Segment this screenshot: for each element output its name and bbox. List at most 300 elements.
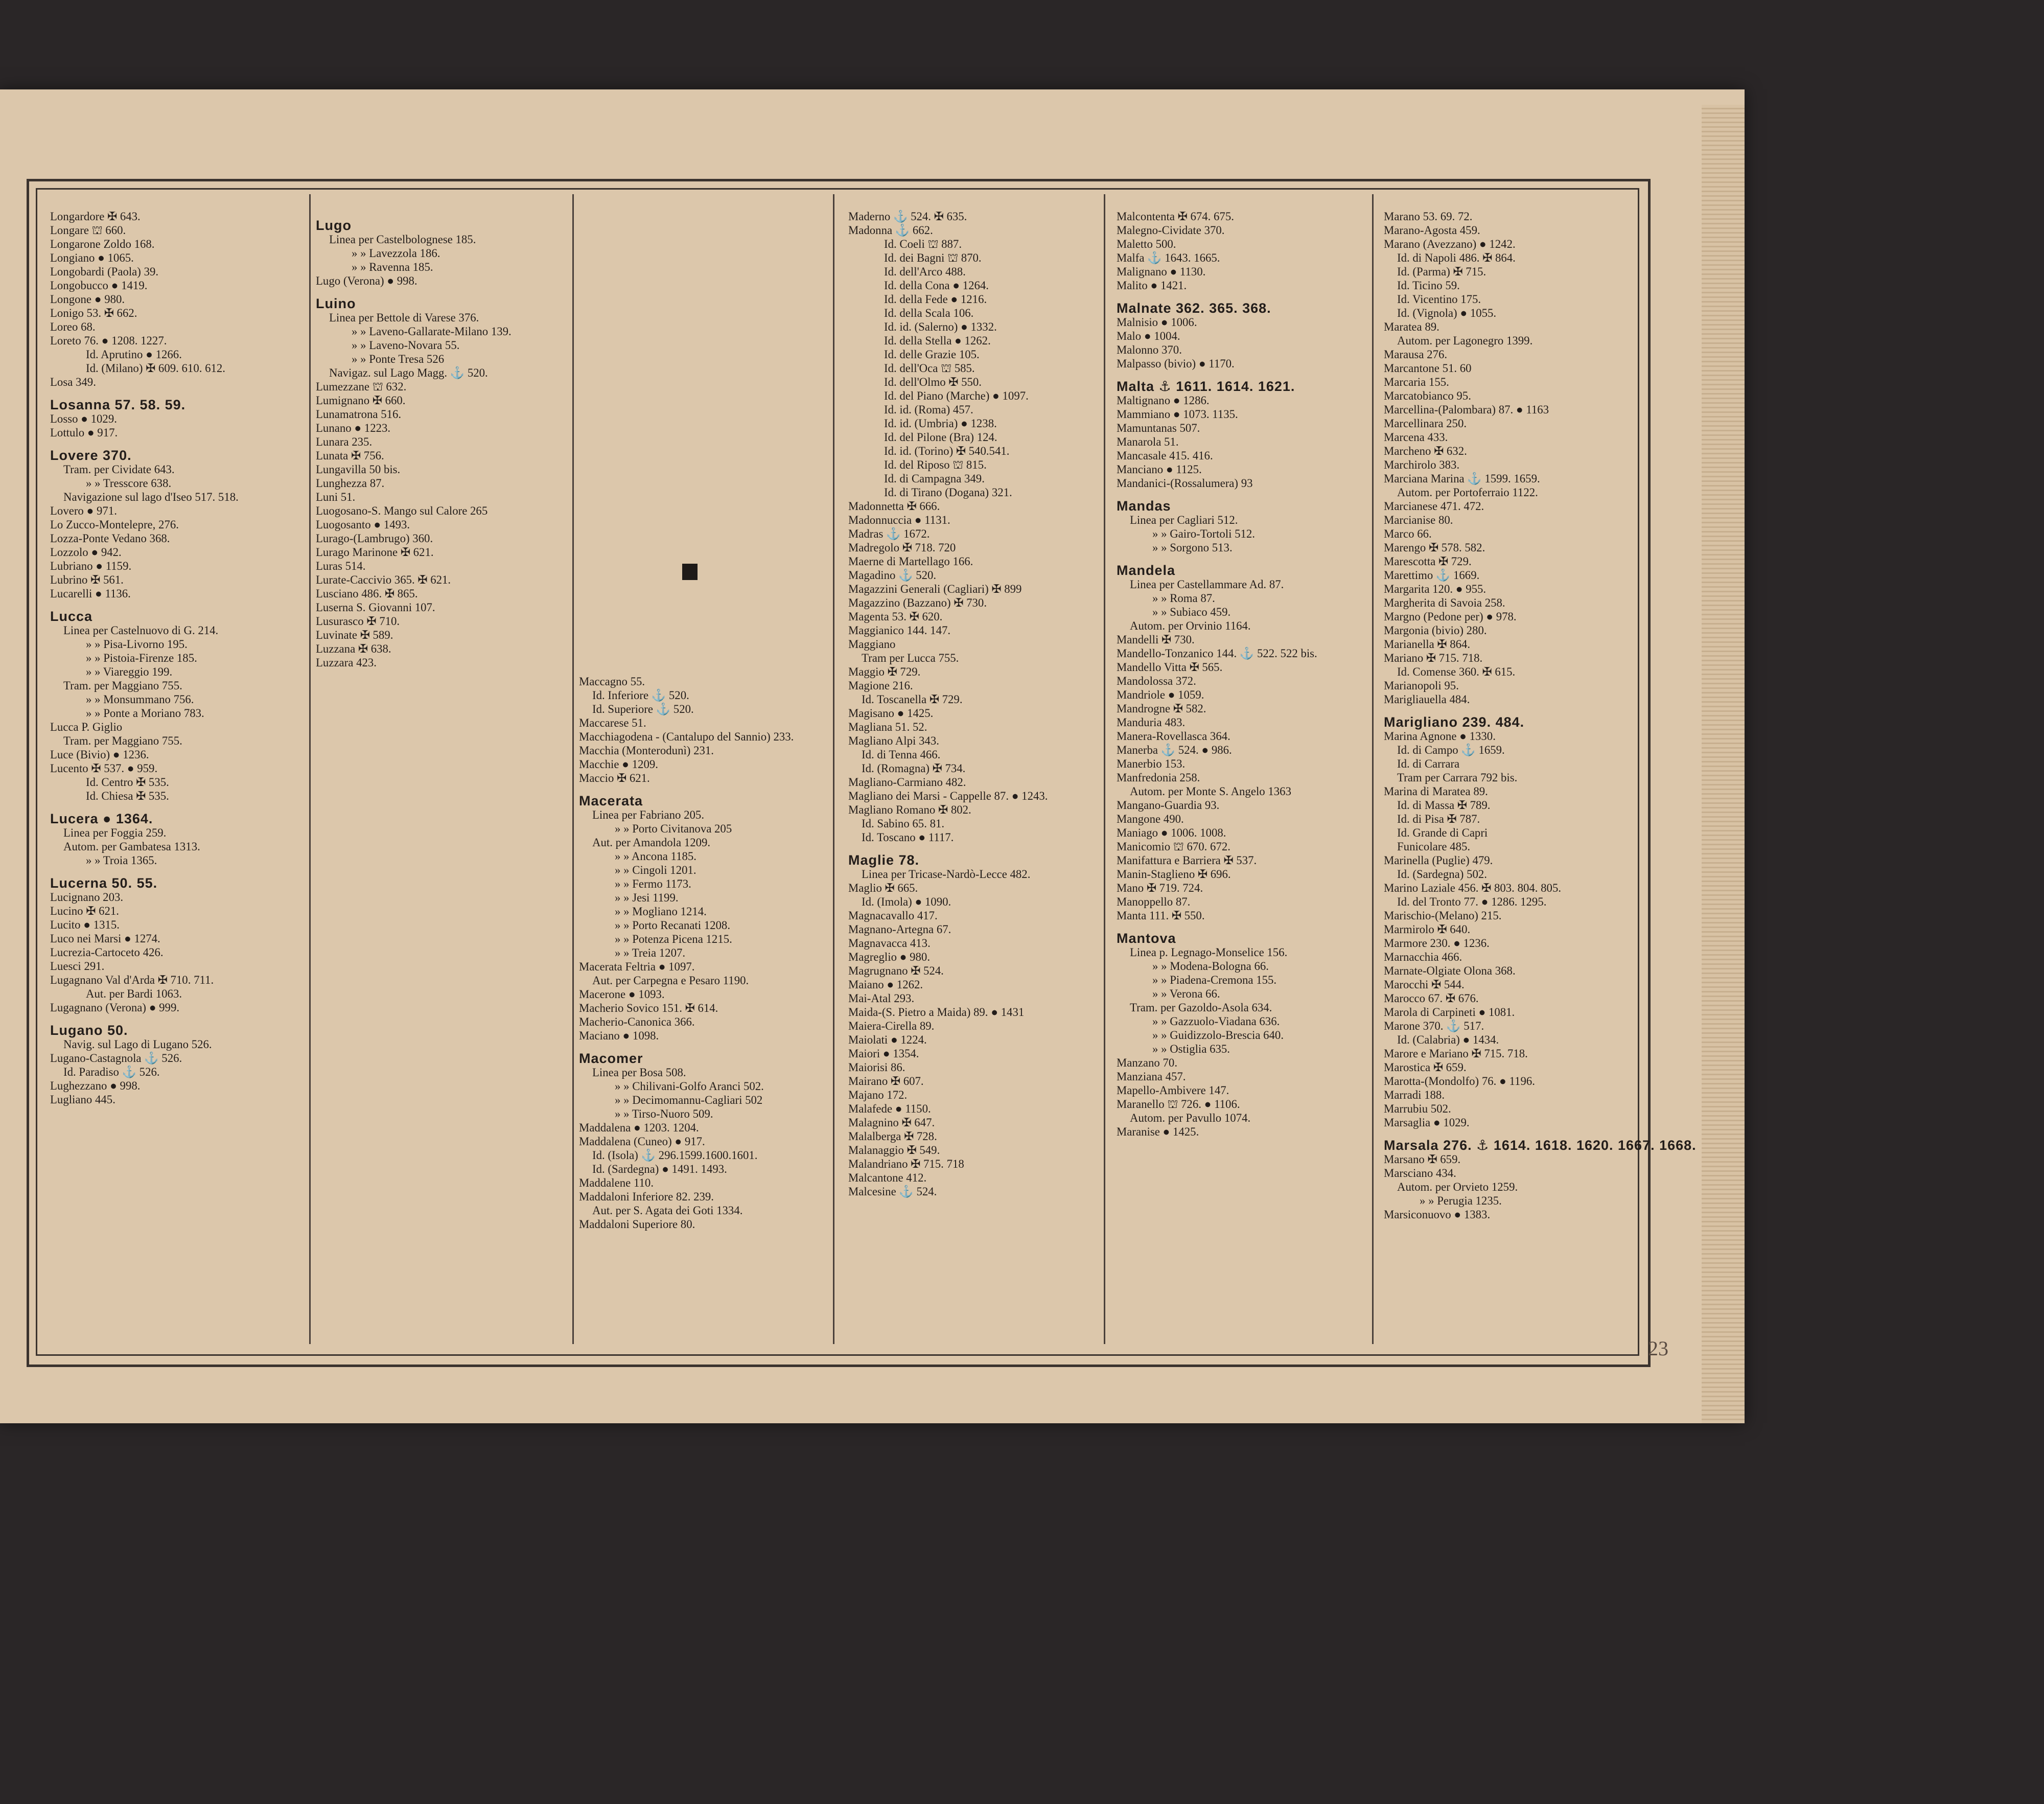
index-entry: Linea p. Legnago-Monselice 156.	[1130, 946, 1288, 959]
index-entry: Id. dei Bagni ⛫ 870.	[884, 251, 982, 264]
index-heading: Maglie 78.	[848, 852, 920, 868]
index-entry: » » Modena-Bologna 66.	[1152, 960, 1269, 973]
index-entry: Id. Coeli ⛫ 887.	[884, 238, 962, 250]
index-entry: Lunamatrona 516.	[316, 408, 402, 421]
index-entry: Losso ● 1029.	[50, 412, 117, 425]
index-entry: Manoppello 87.	[1117, 895, 1191, 908]
index-heading: Macomer	[579, 1051, 643, 1066]
index-entry: Mandelli ✠ 730.	[1117, 633, 1195, 646]
index-entry: Madregolo ✠ 718. 720	[848, 541, 956, 554]
index-entry: Magnano-Artegna 67.	[848, 923, 951, 936]
index-entry: Mariano ✠ 715. 718.	[1384, 652, 1483, 664]
index-entry: Manera-Rovellasca 364.	[1117, 730, 1230, 743]
index-entry: Maletto 500.	[1117, 238, 1176, 250]
index-entry: Tram per Lucca 755.	[862, 652, 959, 664]
index-entry: Aut. per S. Agata dei Goti 1334.	[592, 1204, 743, 1217]
index-entry: Luesci 291.	[50, 960, 105, 973]
index-entry: Tram. per Maggiano 755.	[63, 679, 182, 692]
index-entry: Magadino ⚓ 520.	[848, 569, 937, 582]
column-rule	[1372, 194, 1374, 1344]
index-entry: Id. delle Grazie 105.	[884, 348, 980, 361]
index-entry: Marsaglia ● 1029.	[1384, 1116, 1470, 1129]
index-heading: Malnate 362. 365. 368.	[1117, 300, 1271, 316]
index-entry: Lo Zucco-Montelepre, 276.	[50, 518, 179, 531]
index-entry: » » Roma 87.	[1152, 592, 1215, 605]
index-heading: Marigliano 239. 484.	[1384, 714, 1525, 730]
index-entry: Id. del Tronto 77. ● 1286. 1295.	[1397, 895, 1547, 908]
index-entry: Id. dell'Arco 488.	[884, 265, 966, 278]
index-entry: Marmirolo ✠ 640.	[1384, 923, 1471, 936]
index-entry: Lozzolo ● 942.	[50, 546, 122, 559]
index-entry: Linea per Castelnuovo di G. 214.	[63, 624, 219, 637]
index-entry: Marigliauella 484.	[1384, 693, 1470, 706]
index-entry: Lungavilla 50 bis.	[316, 463, 401, 476]
index-entry: Malfa ⚓ 1643. 1665.	[1117, 251, 1220, 264]
index-entry: Mandanici-(Rossalumera) 93	[1117, 477, 1253, 490]
index-entry: Maiorisi 86.	[848, 1061, 905, 1074]
index-heading: Lucca	[50, 609, 93, 624]
index-entry: Lubrino ✠ 561.	[50, 573, 124, 586]
page-edges	[1702, 105, 1745, 1423]
index-entry: Marescotta ✠ 729.	[1384, 555, 1472, 568]
index-entry: Loreto 76. ● 1208. 1227.	[50, 334, 167, 347]
index-entry: Mandello Vitta ✠ 565.	[1117, 661, 1223, 674]
index-entry: Marsano ✠ 659.	[1384, 1153, 1461, 1166]
index-entry: Marostica ✠ 659.	[1384, 1061, 1467, 1074]
index-entry: Marocco 67. ✠ 676.	[1384, 992, 1479, 1005]
index-entry: Linea per Bettole di Varese 376.	[329, 311, 479, 324]
index-entry: Maddaloni Inferiore 82. 239.	[579, 1190, 714, 1203]
index-entry: Lucino ✠ 621.	[50, 905, 119, 917]
index-entry: Lucca P. Giglio	[50, 721, 123, 733]
index-entry: Marettimo ⚓ 1669.	[1384, 569, 1480, 582]
index-entry: Magliano-Carmiano 482.	[848, 776, 966, 789]
index-entry: Id. (Imola) ● 1090.	[862, 895, 951, 908]
index-entry: Id. (Parma) ✠ 715.	[1397, 265, 1486, 278]
index-entry: Marmore 230. ● 1236.	[1384, 937, 1490, 950]
index-entry: Madras ⚓ 1672.	[848, 527, 930, 540]
index-heading: Malta ⚓ 1611. 1614. 1621.	[1117, 379, 1295, 394]
index-entry: Magisano ● 1425.	[848, 707, 934, 720]
index-entry: Marocchi ✠ 544.	[1384, 978, 1465, 991]
index-entry: » » Potenza Picena 1215.	[615, 933, 732, 945]
index-entry: Id. di Campagna 349.	[884, 472, 985, 485]
index-entry: Marcena 433.	[1384, 431, 1448, 444]
index-entry: » » Treia 1207.	[615, 946, 686, 959]
index-entry: Marischio-(Melano) 215.	[1384, 909, 1502, 922]
index-entry: Magliana 51. 52.	[848, 721, 927, 733]
index-entry: Maerne di Martellago 166.	[848, 555, 973, 568]
index-entry: Marciana Marina ⚓ 1599. 1659.	[1384, 472, 1540, 485]
index-entry: Id. della Cona ● 1264.	[884, 279, 989, 292]
index-heading: Mantova	[1117, 931, 1176, 946]
index-entry: Autom. per Pavullo 1074.	[1130, 1112, 1251, 1124]
index-entry: Lugo (Verona) ● 998.	[316, 274, 417, 287]
index-entry: » » Tirso-Nuoro 509.	[615, 1107, 713, 1120]
index-entry: Malonno 370.	[1117, 343, 1182, 356]
index-column-6	[1384, 210, 1697, 1339]
index-entry: Lurago-(Lambrugo) 360.	[316, 532, 433, 545]
index-entry: Id. (Sardegna) 502.	[1397, 868, 1487, 881]
index-entry: Manzano 70.	[1117, 1056, 1178, 1069]
index-entry: Mapello-Ambivere 147.	[1117, 1084, 1229, 1097]
index-entry: Mandriole ● 1059.	[1117, 688, 1204, 701]
index-heading: Marsala 276. ⚓ 1614. 1618. 1620. 1667. 1668.	[1384, 1138, 1697, 1153]
index-entry: Id. della Stella ● 1262.	[884, 334, 991, 347]
index-entry: Mairano ✠ 607.	[848, 1075, 924, 1088]
index-entry: Macchiagodena - (Cantalupo del Sannio) 233.	[579, 730, 794, 743]
index-entry: Linea per Foggia 259.	[63, 826, 167, 839]
index-entry: Id. Toscano ● 1117.	[862, 831, 954, 844]
index-entry: Marsciano 434.	[1384, 1167, 1456, 1179]
index-entry: Luvinate ✠ 589.	[316, 629, 393, 641]
index-entry: Autom. per Gambatesa 1313.	[63, 840, 200, 853]
index-entry: Marcianese 471. 472.	[1384, 500, 1484, 513]
index-entry: Navigaz. sul Lago Magg. ⚓ 520.	[329, 366, 488, 379]
index-entry: Lucrezia-Cartoceto 426.	[50, 946, 164, 959]
index-entry: Id. (Calabria) ● 1434.	[1397, 1033, 1499, 1046]
index-entry: Maggianico 144. 147.	[848, 624, 951, 637]
index-entry: Loreo 68.	[50, 320, 96, 333]
index-entry: Marchirolo 383.	[1384, 458, 1460, 471]
index-entry: Longobardi (Paola) 39.	[50, 265, 159, 278]
index-entry: Maiera-Cirella 89.	[848, 1020, 935, 1032]
index-entry: Marengo ✠ 578. 582.	[1384, 541, 1485, 554]
index-entry: » » Guidizzolo-Brescia 640.	[1152, 1029, 1284, 1042]
index-entry: Id. Aprutino ● 1266.	[86, 348, 182, 361]
index-entry: Malagnino ✠ 647.	[848, 1116, 935, 1129]
index-entry: Id. Inferiore ⚓ 520.	[592, 689, 689, 702]
index-entry: » » Ponte Tresa 526	[352, 353, 445, 365]
index-entry: Magliano dei Marsi - Cappelle 87. ● 1243.	[848, 790, 1048, 802]
index-entry: Marotta-(Mondolfo) 76. ● 1196.	[1384, 1075, 1535, 1088]
index-entry: Lusciano 486. ✠ 865.	[316, 587, 418, 600]
index-entry: Mancasale 415. 416.	[1117, 449, 1213, 462]
index-entry: Funicolare 485.	[1397, 840, 1471, 853]
index-entry: Malito ● 1421.	[1117, 279, 1187, 292]
index-entry: » » Porto Civitanova 205	[615, 822, 732, 835]
index-entry: Id. Superiore ⚓ 520.	[592, 703, 694, 715]
index-entry: Autom. per Orvieto 1259.	[1397, 1181, 1518, 1193]
index-entry: Maggiano	[848, 638, 896, 651]
index-entry: » » Monsummano 756.	[86, 693, 194, 706]
index-entry: Autom. per Orvinio 1164.	[1130, 619, 1251, 632]
index-entry: Macchia (Monterodunì) 231.	[579, 744, 714, 757]
index-entry: Malandriano ✠ 715. 718	[848, 1158, 964, 1170]
index-entry: Marnacchia 466.	[1384, 951, 1462, 963]
index-entry: Longardore ✠ 643.	[50, 210, 141, 223]
index-entry: Marsiconuovo ● 1383.	[1384, 1208, 1491, 1221]
index-entry: Id. di Carrara	[1397, 757, 1460, 770]
index-entry: Malcesine ⚓ 524.	[848, 1185, 937, 1198]
index-entry: Lunara 235.	[316, 435, 373, 448]
index-entry: Id. dell'Olmo ✠ 550.	[884, 376, 982, 388]
index-entry: Luras 514.	[316, 560, 366, 572]
index-entry: Luogosanto ● 1493.	[316, 518, 410, 531]
index-entry: Magione 216.	[848, 679, 913, 692]
index-entry: Id. Chiesa ✠ 535.	[86, 790, 169, 802]
index-entry: Magliano Alpi 343.	[848, 734, 939, 747]
index-entry: Id. (Isola) ⚓ 296.1599.1600.1601.	[592, 1149, 758, 1162]
index-entry: Maccagno 55.	[579, 675, 645, 688]
index-entry: Marina di Maratea 89.	[1384, 785, 1488, 798]
index-entry: Tram per Carrara 792 bis.	[1397, 771, 1518, 784]
index-entry: » » Viareggio 199.	[86, 665, 173, 678]
index-entry: Marcaria 155.	[1384, 376, 1449, 388]
index-entry: Magreglio ● 980.	[848, 951, 931, 963]
index-entry: Lunata ✠ 756.	[316, 449, 384, 462]
index-entry: » » Laveno-Gallarate-Milano 139.	[352, 325, 512, 338]
index-entry: Lunghezza 87.	[316, 477, 385, 490]
index-entry: Madonnetta ✠ 666.	[848, 500, 940, 513]
index-entry: Id. della Fede ● 1216.	[884, 293, 987, 306]
index-entry: Id. Ticino 59.	[1397, 279, 1460, 292]
index-entry: Id. id. (Torino) ✠ 540.541.	[884, 445, 1010, 457]
index-entry: Malalberga ✠ 728.	[848, 1130, 937, 1143]
index-entry: » » Cingoli 1201.	[615, 864, 696, 876]
index-entry: Lugagnano Val d'Arda ✠ 710. 711.	[50, 974, 214, 986]
index-entry: Marino Laziale 456. ✠ 803. 804. 805.	[1384, 882, 1562, 894]
index-entry: Maida-(S. Pietro a Maida) 89. ● 1431	[848, 1006, 1025, 1019]
index-entry: Malpasso (bivio) ● 1170.	[1117, 357, 1235, 370]
index-entry: Longobucco ● 1419.	[50, 279, 148, 292]
index-entry: Malcontenta ✠ 674. 675.	[1117, 210, 1234, 223]
index-entry: Maranise ● 1425.	[1117, 1125, 1199, 1138]
index-entry: » » Ravenna 185.	[352, 261, 433, 273]
index-entry: Marradi 188.	[1384, 1089, 1445, 1101]
index-entry: Autom. per Portoferraio 1122.	[1397, 486, 1538, 499]
index-entry: Linea per Fabriano 205.	[592, 808, 705, 821]
index-entry: Magazzini Generali (Cagliari) ✠ 899	[848, 583, 1022, 595]
index-entry: Luni 51.	[316, 491, 356, 503]
index-column-2	[316, 210, 569, 1339]
index-entry: Manerbio 153.	[1117, 757, 1186, 770]
index-entry: Id. del Riposo ⛫ 815.	[884, 458, 987, 471]
index-entry: Losa 349.	[50, 376, 96, 388]
index-entry: Manfredonia 258.	[1117, 771, 1200, 784]
index-entry: » » Tresscore 638.	[86, 477, 172, 490]
index-entry: Manin-Staglieno ✠ 696.	[1117, 868, 1231, 881]
index-entry: Margarita 120. ● 955.	[1384, 583, 1486, 595]
index-heading: Lugo	[316, 218, 352, 233]
index-entry: Maddalena (Cuneo) ● 917.	[579, 1135, 705, 1148]
index-entry: Luzzara 423.	[316, 656, 377, 669]
index-entry: Marrubiu 502.	[1384, 1102, 1451, 1115]
index-entry: Maglio ✠ 665.	[848, 882, 918, 894]
index-entry: Id. Sabino 65. 81.	[862, 817, 945, 830]
column-rule	[572, 194, 574, 1344]
index-entry: Maddalene 110.	[579, 1176, 654, 1189]
index-entry: Autom. per Monte S. Angelo 1363	[1130, 785, 1291, 798]
index-entry: Luserna S. Giovanni 107.	[316, 601, 435, 614]
index-entry: Manduria 483.	[1117, 716, 1186, 729]
index-entry: Manarola 51.	[1117, 435, 1179, 448]
index-entry: Lucito ● 1315.	[50, 918, 120, 931]
index-entry: Majano 172.	[848, 1089, 908, 1101]
index-entry: Id. di Pisa ✠ 787.	[1397, 813, 1480, 825]
index-entry: Malcantone 412.	[848, 1171, 927, 1184]
index-entry: Lurate-Caccivio 365. ✠ 621.	[316, 573, 451, 586]
index-entry: Marianopoli 95.	[1384, 679, 1459, 692]
index-entry: Luogosano-S. Mango sul Calore 265	[316, 504, 488, 517]
index-entry: Longiano ● 1065.	[50, 251, 134, 264]
index-entry: Mandello-Tonzanico 144. ⚓ 522. 522 bis.	[1117, 647, 1317, 660]
index-entry: Id. Paradiso ⚓ 526.	[63, 1066, 160, 1078]
index-entry: Lusurasco ✠ 710.	[316, 615, 400, 628]
index-entry: Lubriano ● 1159.	[50, 560, 132, 572]
index-entry: Id. Centro ✠ 535.	[86, 776, 169, 789]
index-entry: Id. Comense 360. ✠ 615.	[1397, 665, 1516, 678]
index-entry: Longarone Zoldo 168.	[50, 238, 155, 250]
index-column-1	[50, 210, 303, 1339]
index-entry: Marcheno ✠ 632.	[1384, 445, 1467, 457]
index-entry: Maddaloni Superiore 80.	[579, 1218, 695, 1231]
index-entry: Manciano ● 1125.	[1117, 463, 1202, 476]
index-entry: Mangone 490.	[1117, 813, 1184, 825]
index-entry: » » Piadena-Cremona 155.	[1152, 974, 1277, 986]
index-entry: Id. di Tenna 466.	[862, 748, 941, 761]
index-entry: » » Lavezzola 186.	[352, 247, 440, 260]
index-entry: Id. di Tirano (Dogana) 321.	[884, 486, 1012, 499]
index-entry: Magnacavallo 417.	[848, 909, 938, 922]
index-entry: Id. Toscanella ✠ 729.	[862, 693, 963, 706]
index-entry: Madonna ⚓ 662.	[848, 224, 933, 237]
index-entry: » » Ponte a Moriano 783.	[86, 707, 204, 720]
index-entry: Maciano ● 1098.	[579, 1029, 659, 1042]
index-entry: Maggio ✠ 729.	[848, 665, 921, 678]
index-column-4	[848, 210, 1101, 1339]
index-entry: Id. del Pilone (Bra) 124.	[884, 431, 997, 444]
index-entry: » » Mogliano 1214.	[615, 905, 707, 918]
index-entry: Id. (Milano) ✠ 609. 610. 612.	[86, 362, 226, 375]
index-entry: Marcantone 51. 60	[1384, 362, 1472, 375]
index-entry: Marano-Agosta 459.	[1384, 224, 1480, 237]
index-entry: Lughezzano ● 998.	[50, 1079, 141, 1092]
index-entry: Id. dell'Oca ⛫ 585.	[884, 362, 975, 375]
index-entry: » » Pistoia-Firenze 185.	[86, 652, 197, 664]
index-entry: Madonnuccia ● 1131.	[848, 514, 950, 526]
index-entry: Lurago Marinone ✠ 621.	[316, 546, 434, 559]
index-heading: Lucera ● 1364.	[50, 811, 153, 826]
index-entry: Id. (Romagna) ✠ 734.	[862, 762, 966, 775]
index-entry: Lumezzane ⛫ 632.	[316, 380, 407, 393]
index-entry: Mamuntanas 507.	[1117, 422, 1200, 434]
index-entry: Id. Grande di Capri	[1397, 826, 1488, 839]
index-heading: Mandas	[1117, 498, 1171, 514]
index-entry: Id. (Sardegna) ● 1491. 1493.	[592, 1163, 727, 1175]
index-entry: Lucignano 203.	[50, 891, 124, 904]
index-entry: Navig. sul Lago di Lugano 526.	[63, 1038, 212, 1051]
index-entry: Maltignano ● 1286.	[1117, 394, 1210, 407]
index-heading: Luino	[316, 296, 356, 311]
index-entry: Malignano ● 1130.	[1117, 265, 1206, 278]
column-rule	[1104, 194, 1105, 1344]
index-entry: Marcianise 80.	[1384, 514, 1453, 526]
index-entry: Magazzino (Bazzano) ✠ 730.	[848, 596, 987, 609]
index-entry: Macerata Feltria ● 1097.	[579, 960, 695, 973]
index-entry: » » Pisa-Livorno 195.	[86, 638, 188, 651]
index-entry: Macerone ● 1093.	[579, 988, 665, 1001]
index-entry: Id. id. (Salerno) ● 1332.	[884, 320, 997, 333]
index-entry: Malo ● 1004.	[1117, 330, 1180, 342]
index-entry: Luce (Bivio) ● 1236.	[50, 748, 149, 761]
index-entry: Lugagnano (Verona) ● 999.	[50, 1001, 180, 1014]
index-entry: Mangano-Guardia 93.	[1117, 799, 1220, 812]
page-number: 23	[1648, 1337, 1668, 1360]
index-entry: Marnate-Olgiate Olona 368.	[1384, 964, 1516, 977]
index-heading: Lovere 370.	[50, 448, 132, 463]
index-entry: Aut. per Carpegna e Pesaro 1190.	[592, 974, 749, 987]
index-entry: Lovero ● 971.	[50, 504, 117, 517]
index-entry: Maranello ⛫ 726. ● 1106.	[1117, 1098, 1240, 1111]
index-heading: Lucerna 50. 55.	[50, 875, 158, 891]
index-entry: Maiano ● 1262.	[848, 978, 923, 991]
index-entry: Id. (Vignola) ● 1055.	[1397, 307, 1497, 319]
index-entry: Navigazione sul lago d'Iseo 517. 518.	[63, 491, 239, 503]
index-column-3	[579, 210, 832, 1804]
index-entry: » » Verona 66.	[1152, 987, 1220, 1000]
index-entry: Luco nei Marsi ● 1274.	[50, 932, 160, 945]
index-entry: Id. di Napoli 486. ✠ 864.	[1397, 251, 1516, 264]
index-entry: Maccio ✠ 621.	[579, 772, 650, 784]
index-entry: » » Gazzuolo-Viadana 636.	[1152, 1015, 1280, 1028]
index-entry: Linea per Bosa 508.	[592, 1066, 686, 1079]
index-heading: Losanna 57. 58. 59.	[50, 397, 186, 412]
index-entry: Lugano-Castagnola ⚓ 526.	[50, 1052, 182, 1065]
index-entry: Linea per Castellammare Ad. 87.	[1130, 578, 1284, 591]
index-entry: Lugliano 445.	[50, 1093, 115, 1106]
index-entry: » » Decimomannu-Cagliari 502	[615, 1094, 763, 1106]
index-entry: Lozza-Ponte Vedano 368.	[50, 532, 170, 545]
index-entry: Lottulo ● 917.	[50, 426, 118, 439]
index-entry: Magliano Romano ✠ 802.	[848, 803, 971, 816]
index-entry: Mai-Atal 293.	[848, 992, 915, 1005]
index-entry: Malegno-Cividate 370.	[1117, 224, 1225, 237]
index-entry: Tram. per Cividate 643.	[63, 463, 175, 476]
index-entry: Mandolossa 372.	[1117, 675, 1196, 687]
index-entry: » » Jesi 1199.	[615, 891, 679, 904]
index-entry: Longare ⛫ 660.	[50, 224, 126, 237]
index-entry: Luzzana ✠ 638.	[316, 642, 391, 655]
index-entry: Lonigo 53. ✠ 662.	[50, 307, 137, 319]
index-entry: Marola di Carpineti ● 1081.	[1384, 1006, 1515, 1019]
index-entry: Macchie ● 1209.	[579, 758, 658, 771]
index-entry: Tram. per Maggiano 755.	[63, 734, 182, 747]
index-entry: Maccarese 51.	[579, 716, 646, 729]
index-entry: Longone ● 980.	[50, 293, 125, 306]
index-entry: Id. del Piano (Marche) ● 1097.	[884, 389, 1029, 402]
index-entry: Maniago ● 1006. 1008.	[1117, 826, 1226, 839]
column-rule	[309, 194, 311, 1344]
index-entry: Manziana 457.	[1117, 1070, 1186, 1083]
index-entry: Mano ✠ 719. 724.	[1117, 882, 1203, 894]
index-entry: Linea per Castelbolognese 185.	[329, 233, 476, 246]
index-entry: Magrugnano ✠ 524.	[848, 964, 944, 977]
index-entry: Tram. per Gazoldo-Asola 634.	[1130, 1001, 1272, 1014]
index-entry: Id. di Massa ✠ 789.	[1397, 799, 1491, 812]
index-entry: » » Gairo-Tortoli 512.	[1152, 527, 1256, 540]
index-entry: Marina Agnone ● 1330.	[1384, 730, 1496, 743]
index-entry: Malnisio ● 1006.	[1117, 316, 1197, 329]
index-entry: Margonia (bivio) 280.	[1384, 624, 1487, 637]
index-entry: Lumignano ✠ 660.	[316, 394, 406, 407]
index-entry: Malafede ● 1150.	[848, 1102, 931, 1115]
index-entry: Maiolati ● 1224.	[848, 1033, 927, 1046]
index-entry: Autom. per Lagonegro 1399.	[1397, 334, 1533, 347]
index-entry: Linea per Tricase-Nardò-Lecce 482.	[862, 868, 1031, 881]
index-entry: » » Fermo 1173.	[615, 877, 691, 890]
index-heading: Lugano 50.	[50, 1023, 128, 1038]
